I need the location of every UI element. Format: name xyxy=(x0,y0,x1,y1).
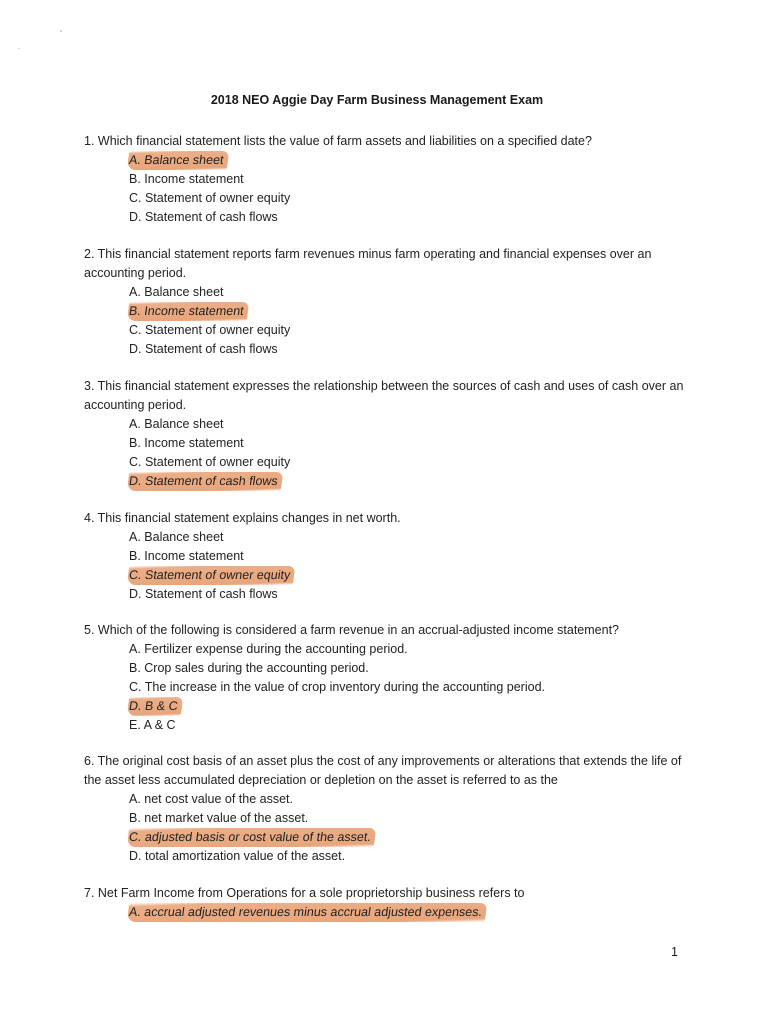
page-number: 1 xyxy=(671,945,678,959)
question-stem: 3. This financial statement expresses the relationship between the sources of cash and uses of cash over an accounting period. xyxy=(84,379,684,412)
answer-option: A. Fertilizer expense during the accounting period. xyxy=(129,642,408,656)
question-7 xyxy=(84,884,684,922)
answer-option: B. Income statement xyxy=(129,436,244,450)
question-stem: 5. Which of the following is considered a farm revenue in an accrual-adjusted income statement? xyxy=(84,623,620,637)
answer-option: A. net cost value of the asset. xyxy=(129,792,293,806)
question-4 xyxy=(84,509,684,604)
answer-option-selected: B. Income statement xyxy=(129,302,684,321)
answer-option: A. Balance sheet xyxy=(129,530,224,544)
question-stem: 1. Which financial statement lists the value of farm assets and liabilities on a specified date? xyxy=(84,134,592,148)
answer-option: C. Statement of owner equity xyxy=(129,191,291,205)
question-2 xyxy=(84,245,684,359)
answer-option-selected: C. Statement of owner equity xyxy=(129,566,684,585)
answer-option-selected: A. accrual adjusted revenues minus accrual adjusted expenses. xyxy=(129,903,684,922)
question-stem: 7. Net Farm Income from Operations for a sole proprietorship business refers to xyxy=(84,886,525,900)
scan-speck xyxy=(18,48,20,49)
answer-option: D. Statement of cash flows xyxy=(129,587,278,601)
scan-speck xyxy=(60,30,62,32)
answer-option-selected: A. Balance sheet xyxy=(129,151,684,170)
question-stem: 4. This financial statement explains changes in net worth. xyxy=(84,511,401,525)
question-3 xyxy=(84,377,684,491)
answer-option: D. total amortization value of the asset. xyxy=(129,849,346,863)
answer-option: B. Income statement xyxy=(129,172,244,186)
exam-title: 2018 NEO Aggie Day Farm Business Management Exam xyxy=(210,93,544,107)
answer-option: C. Statement of owner equity xyxy=(129,455,291,469)
answer-option: D. Statement of cash flows xyxy=(129,342,278,356)
question-stem: 6. The original cost basis of an asset plus the cost of any improvements or alterations that extends the life of the asset less accumulated depreciation or depletion on the asset is referred to as the xyxy=(84,754,682,787)
answer-option: B. Income statement xyxy=(129,549,244,563)
answer-option: A. Balance sheet xyxy=(129,285,224,299)
answer-option: A. Balance sheet xyxy=(129,417,224,431)
answer-option: C. Statement of owner equity xyxy=(129,323,291,337)
answer-option-selected: D. Statement of cash flows xyxy=(129,472,684,491)
answer-option-selected: D. B & C xyxy=(129,697,684,716)
answer-option: C. The increase in the value of crop inventory during the accounting period. xyxy=(129,680,545,694)
answer-option: D. Statement of cash flows xyxy=(129,210,278,224)
question-stem: 2. This financial statement reports farm revenues minus farm operating and financial expenses over an accounting period. xyxy=(84,247,652,280)
answer-option: B. Crop sales during the accounting period. xyxy=(129,661,369,675)
answer-option: E. A & C xyxy=(129,718,176,732)
answer-option-selected: C. adjusted basis or cost value of the asset. xyxy=(129,828,684,847)
question-6 xyxy=(84,752,684,866)
question-1 xyxy=(84,132,684,227)
question-5 xyxy=(84,621,684,735)
answer-option: B. net market value of the asset. xyxy=(129,811,309,825)
